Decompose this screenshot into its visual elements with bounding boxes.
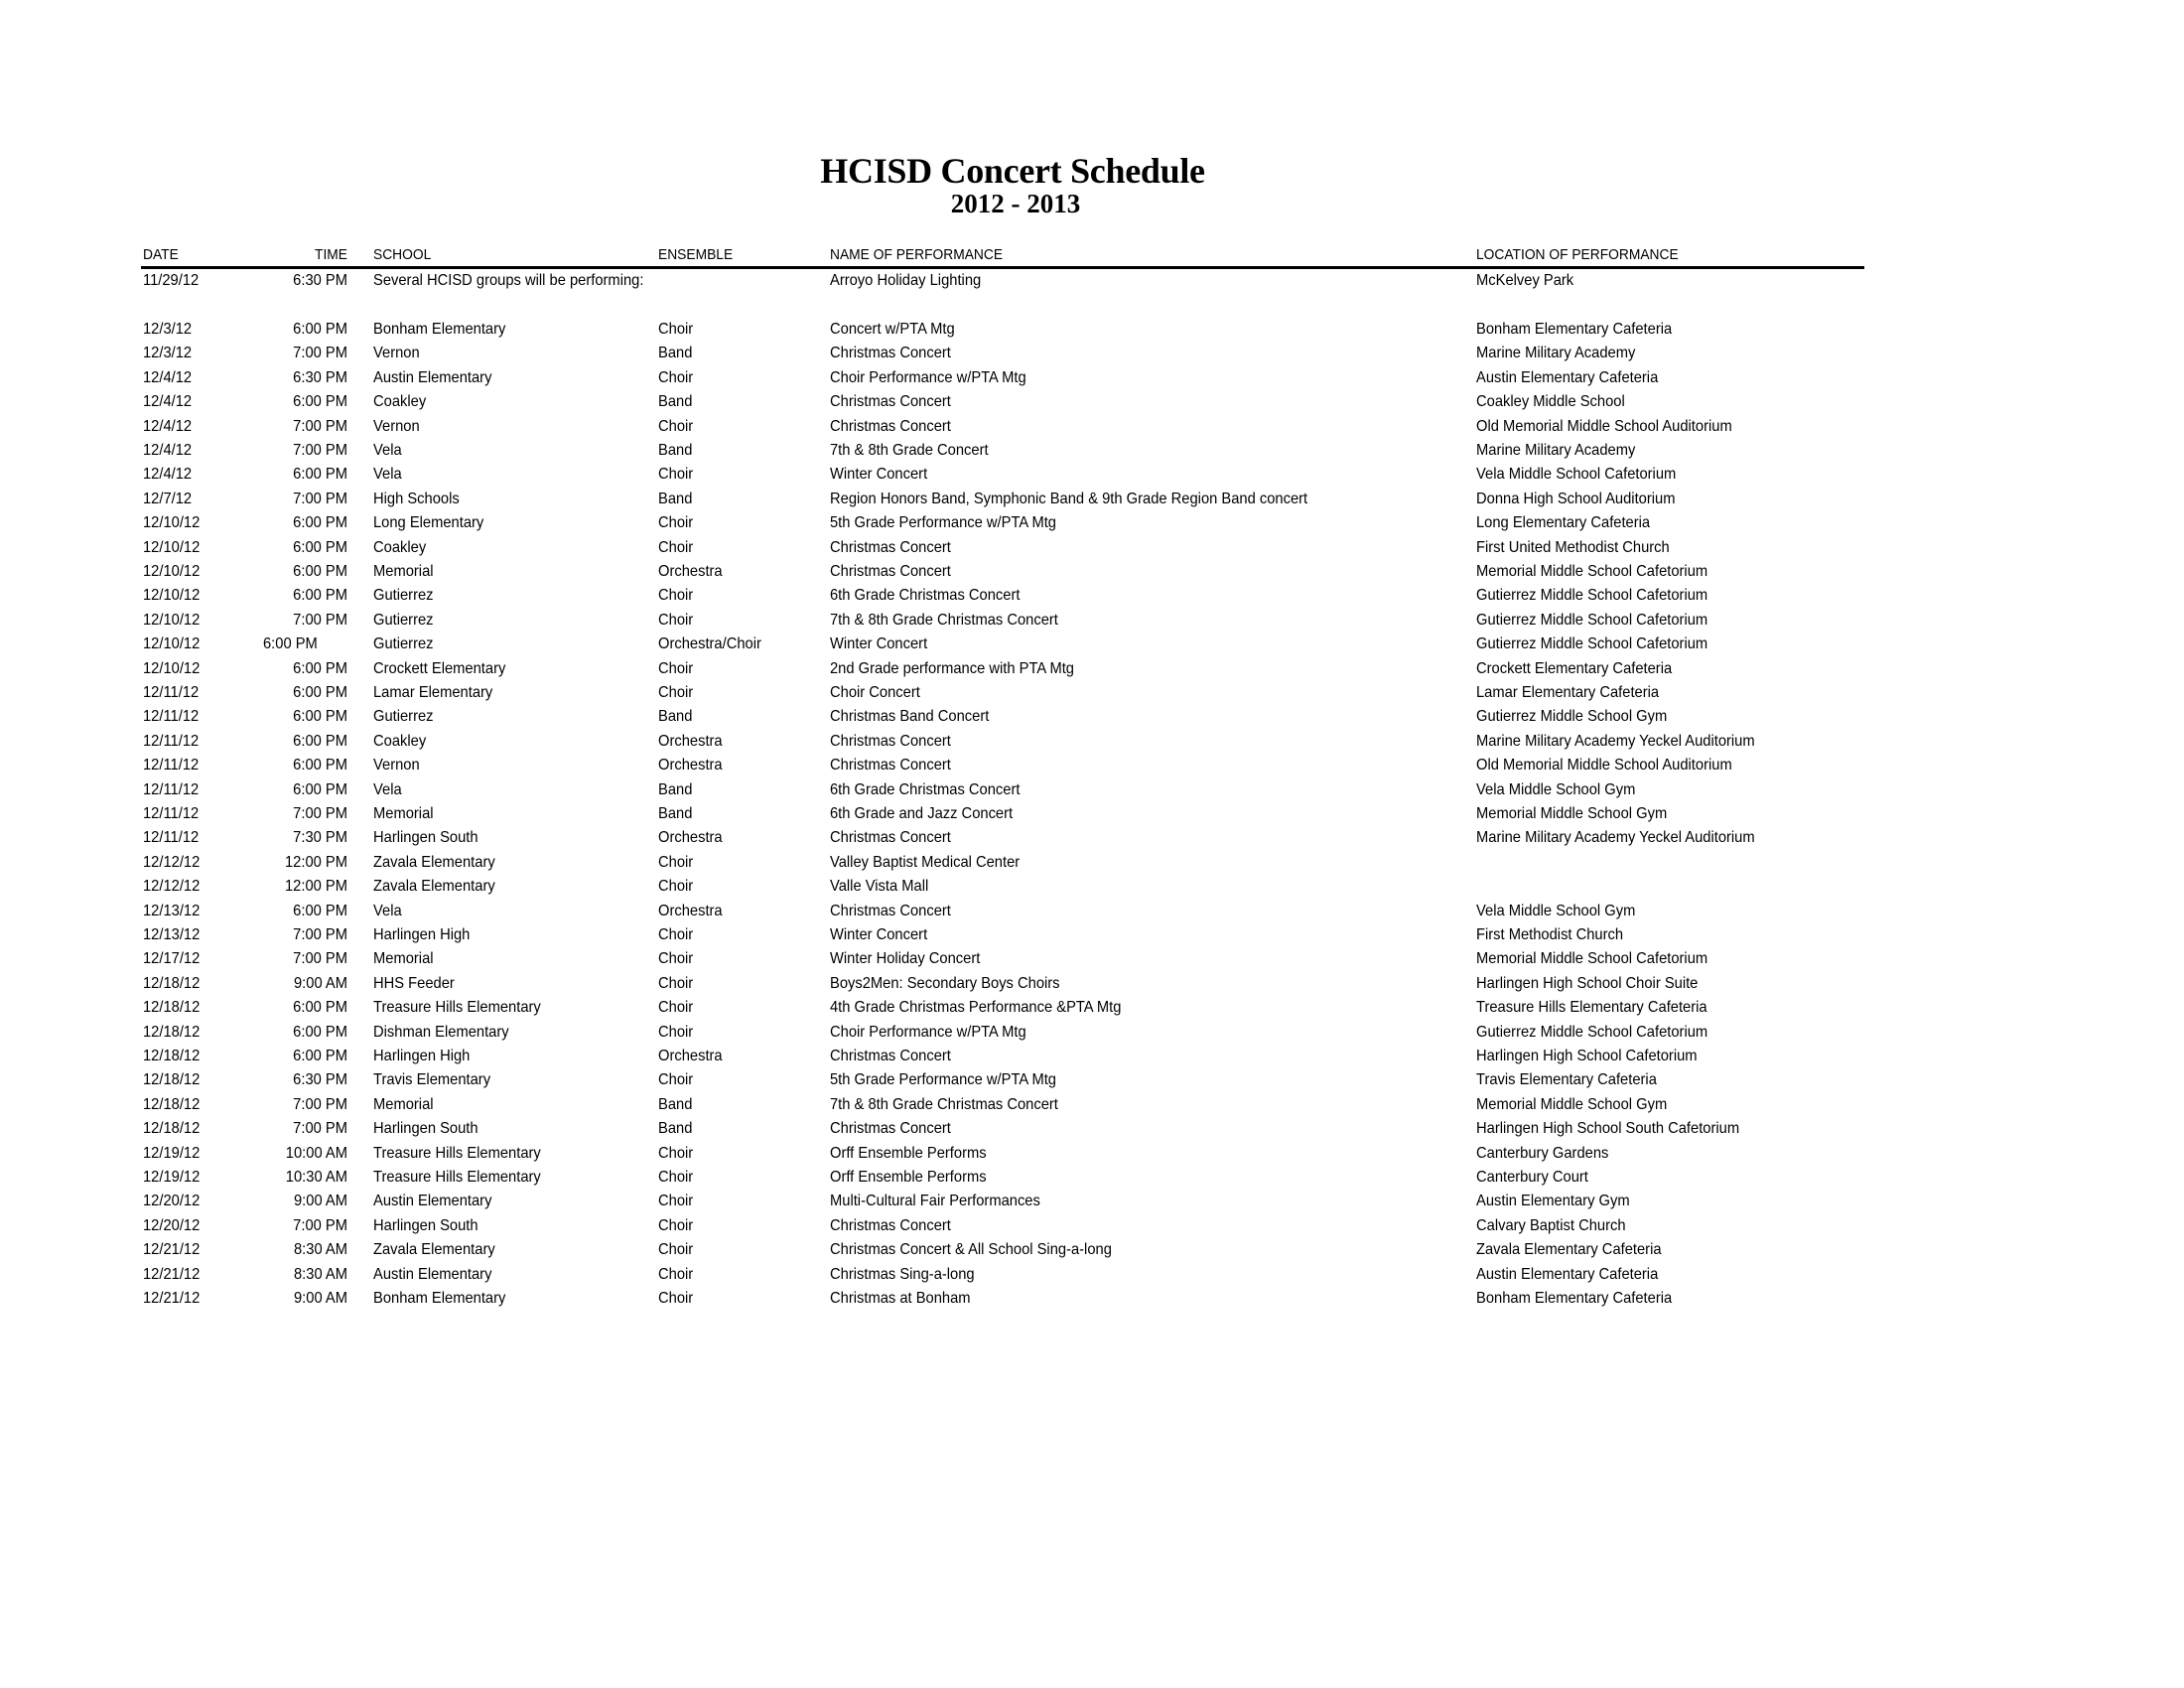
table-row — [0, 900, 2184, 923]
cell-ensemble: Band — [658, 442, 693, 459]
table-row — [0, 1238, 2184, 1262]
cell-performance-name: Boys2Men: Secondary Boys Choirs — [830, 974, 1060, 992]
cell-school: Long Elementary — [373, 514, 484, 532]
cell-time: 8:30 AM — [293, 1241, 347, 1259]
cell-time: 9:00 AM — [293, 974, 347, 992]
cell-date: 12/3/12 — [143, 321, 193, 338]
cell-time: 7:00 PM — [293, 1120, 347, 1138]
cell-location: Austin Elementary Gym — [1476, 1193, 1630, 1210]
cell-ensemble: Choir — [658, 1193, 694, 1210]
column-header-time: TIME — [315, 246, 347, 263]
table-row — [0, 511, 2184, 535]
table-row — [0, 1142, 2184, 1166]
cell-performance-name: Valley Baptist Medical Center — [830, 853, 1021, 871]
cell-performance-name: Christmas at Bonham — [830, 1290, 971, 1307]
cell-location: Gutierrez Middle School Cafetorium — [1476, 587, 1708, 605]
table-row — [0, 1117, 2184, 1141]
cell-ensemble: Choir — [658, 1071, 694, 1089]
cell-date: 12/18/12 — [143, 974, 201, 992]
cell-school: Zavala Elementary — [373, 878, 495, 896]
cell-date: 11/29/12 — [143, 272, 200, 289]
cell-ensemble: Orchestra — [658, 829, 723, 847]
page-subtitle: 2012 - 2013 — [950, 189, 1081, 218]
cell-school: Gutierrez — [373, 635, 434, 653]
cell-time: 6:00 PM — [263, 635, 318, 653]
cell-ensemble: Band — [658, 393, 693, 411]
cell-location: Crockett Elementary Cafeteria — [1476, 659, 1673, 677]
cell-location: Harlingen High School Cafetorium — [1476, 1048, 1698, 1064]
cell-location: Donna High School Auditorium — [1476, 490, 1676, 507]
cell-time: 6:00 PM — [293, 1048, 347, 1064]
cell-date: 12/21/12 — [143, 1265, 201, 1283]
cell-ensemble: Choir — [658, 1216, 694, 1234]
cell-date: 12/12/12 — [143, 853, 201, 871]
cell-location: Austin Elementary Cafeteria — [1476, 1265, 1659, 1283]
cell-ensemble: Choir — [658, 1241, 694, 1259]
table-row — [0, 947, 2184, 971]
table-row — [0, 923, 2184, 947]
table-row — [0, 754, 2184, 777]
cell-date: 12/4/12 — [143, 393, 193, 411]
table-row — [0, 657, 2184, 681]
table-row — [0, 488, 2184, 511]
cell-location: Zavala Elementary Cafeteria — [1476, 1241, 1662, 1259]
cell-location: Memorial Middle School Gym — [1476, 805, 1668, 822]
cell-location: Marine Military Academy — [1476, 442, 1636, 459]
cell-time: 6:00 PM — [293, 732, 347, 750]
cell-date: 12/12/12 — [143, 878, 201, 896]
cell-performance-name: Christmas Concert — [830, 732, 951, 750]
cell-school: Travis Elementary — [373, 1071, 491, 1089]
cell-date: 12/10/12 — [143, 611, 201, 629]
cell-performance-name: Region Honors Band, Symphonic Band & 9th Grade Region Band concert — [830, 490, 1308, 507]
cell-location: Harlingen High School South Cafetorium — [1476, 1120, 1740, 1138]
cell-performance-name: Christmas Concert — [830, 417, 951, 435]
cell-location: Treasure Hills Elementary Cafeteria — [1476, 999, 1707, 1017]
column-header-location: LOCATION OF PERFORMANCE — [1476, 246, 1679, 263]
cell-school: HHS Feeder — [373, 974, 455, 992]
cell-school: Coakley — [373, 732, 427, 750]
cell-date: 12/11/12 — [143, 780, 200, 798]
cell-date: 12/4/12 — [143, 368, 193, 386]
table-row — [0, 875, 2184, 899]
cell-school: Treasure Hills Elementary — [373, 999, 541, 1017]
cell-location: Memorial Middle School Gym — [1476, 1095, 1668, 1113]
cell-date: 12/18/12 — [143, 1048, 201, 1064]
cell-location: Marine Military Academy Yeckel Auditorium — [1476, 732, 1755, 750]
table-row — [0, 536, 2184, 560]
cell-ensemble: Choir — [658, 853, 694, 871]
cell-location: Bonham Elementary Cafeteria — [1476, 1290, 1673, 1307]
cell-performance-name: 4th Grade Christmas Performance &PTA Mtg — [830, 999, 1122, 1017]
cell-performance-name: 6th Grade Christmas Concert — [830, 587, 1021, 605]
cell-school: Austin Elementary — [373, 1193, 492, 1210]
cell-ensemble: Choir — [658, 1169, 694, 1186]
cell-time: 9:00 AM — [293, 1290, 347, 1307]
cell-date: 12/18/12 — [143, 1023, 201, 1041]
cell-ensemble: Choir — [658, 684, 694, 701]
cell-performance-name: 7th & 8th Grade Concert — [830, 442, 989, 459]
cell-school: Bonham Elementary — [373, 1290, 506, 1307]
cell-ensemble: Choir — [658, 321, 694, 338]
table-row — [0, 1045, 2184, 1068]
cell-ensemble: Choir — [658, 368, 694, 386]
cell-ensemble: Choir — [658, 974, 694, 992]
cell-performance-name: Arroyo Holiday Lighting — [830, 272, 982, 289]
cell-time: 6:30 PM — [293, 1071, 347, 1089]
cell-school: Coakley — [373, 393, 427, 411]
cell-time: 6:00 PM — [293, 757, 347, 774]
cell-performance-name: 6th Grade Christmas Concert — [830, 780, 1021, 798]
cell-time: 12:00 PM — [284, 853, 347, 871]
cell-school: Harlingen South — [373, 1120, 478, 1138]
cell-ensemble: Choir — [658, 538, 694, 556]
cell-performance-name: 5th Grade Performance w/PTA Mtg — [830, 1071, 1056, 1089]
table-row — [0, 609, 2184, 633]
cell-ensemble: Choir — [658, 999, 694, 1017]
table-row — [0, 560, 2184, 584]
cell-date: 12/4/12 — [143, 442, 193, 459]
cell-location: Canterbury Gardens — [1476, 1144, 1609, 1162]
table-row — [0, 826, 2184, 850]
cell-school: Vernon — [373, 345, 420, 362]
cell-date: 12/3/12 — [143, 345, 193, 362]
cell-date: 12/11/12 — [143, 708, 200, 726]
cell-time: 6:00 PM — [293, 587, 347, 605]
cell-date: 12/11/12 — [143, 684, 200, 701]
table-row — [0, 366, 2184, 390]
cell-date: 12/20/12 — [143, 1193, 201, 1210]
cell-ensemble: Choir — [658, 926, 694, 943]
cell-ensemble: Choir — [658, 1290, 694, 1307]
cell-date: 12/11/12 — [143, 829, 200, 847]
cell-performance-name: Concert w/PTA Mtg — [830, 321, 955, 338]
cell-school: Austin Elementary — [373, 1265, 492, 1283]
cell-date: 12/21/12 — [143, 1241, 201, 1259]
cell-time: 10:00 AM — [285, 1144, 347, 1162]
cell-school: Austin Elementary — [373, 368, 492, 386]
cell-location: Gutierrez Middle School Gym — [1476, 708, 1668, 726]
cell-ensemble: Band — [658, 490, 693, 507]
cell-location: Old Memorial Middle School Auditorium — [1476, 417, 1732, 435]
cell-performance-name: Choir Concert — [830, 684, 920, 701]
table-row — [0, 463, 2184, 487]
column-header-ensemble: ENSEMBLE — [658, 246, 734, 263]
cell-performance-name: Winter Concert — [830, 926, 928, 943]
column-header-date: DATE — [143, 246, 179, 263]
cell-date: 12/18/12 — [143, 1120, 201, 1138]
cell-ensemble: Orchestra — [658, 757, 723, 774]
cell-performance-name: Christmas Sing-a-long — [830, 1265, 975, 1283]
cell-time: 6:00 PM — [293, 393, 347, 411]
cell-school: Harlingen High — [373, 926, 471, 943]
cell-location: Calvary Baptist Church — [1476, 1216, 1626, 1234]
cell-time: 7:00 PM — [293, 926, 347, 943]
cell-performance-name: Christmas Concert — [830, 757, 951, 774]
cell-school: Harlingen South — [373, 1216, 478, 1234]
cell-location: First Methodist Church — [1476, 926, 1624, 943]
cell-location: Long Elementary Cafeteria — [1476, 514, 1651, 532]
cell-time: 6:00 PM — [293, 999, 347, 1017]
cell-location: Memorial Middle School Cafetorium — [1476, 950, 1708, 968]
cell-location: Gutierrez Middle School Cafetorium — [1476, 1023, 1708, 1041]
cell-ensemble: Choir — [658, 659, 694, 677]
table-row — [0, 1166, 2184, 1190]
cell-time: 6:00 PM — [293, 708, 347, 726]
cell-school: Memorial — [373, 950, 434, 968]
cell-location: Marine Military Academy — [1476, 345, 1636, 362]
cell-date: 12/10/12 — [143, 563, 201, 580]
table-row — [0, 1190, 2184, 1213]
cell-location: Harlingen High School Choir Suite — [1476, 974, 1699, 992]
table-row — [0, 439, 2184, 463]
cell-date: 12/20/12 — [143, 1216, 201, 1234]
cell-ensemble: Orchestra — [658, 732, 723, 750]
table-row — [0, 681, 2184, 705]
cell-date: 12/21/12 — [143, 1290, 201, 1307]
cell-time: 10:30 AM — [285, 1169, 347, 1186]
cell-school: Lamar Elementary — [373, 684, 493, 701]
cell-performance-name: Christmas Band Concert — [830, 708, 990, 726]
cell-time: 6:00 PM — [293, 563, 347, 580]
cell-time: 7:00 PM — [293, 1095, 347, 1113]
cell-date: 12/11/12 — [143, 805, 200, 822]
column-header-school: SCHOOL — [373, 246, 432, 263]
cell-school: Gutierrez — [373, 611, 434, 629]
cell-time: 6:00 PM — [293, 466, 347, 484]
table-row — [0, 705, 2184, 729]
cell-school: Crockett Elementary — [373, 659, 506, 677]
cell-location: Vela Middle School Gym — [1476, 780, 1636, 798]
cell-school: Dishman Elementary — [373, 1023, 509, 1041]
cell-time: 7:00 PM — [293, 950, 347, 968]
cell-time: 6:00 PM — [293, 1023, 347, 1041]
cell-ensemble: Orchestra — [658, 1048, 723, 1064]
cell-location: Bonham Elementary Cafeteria — [1476, 321, 1673, 338]
cell-location: Coakley Middle School — [1476, 393, 1625, 411]
table-row — [0, 1263, 2184, 1287]
cell-time: 7:00 PM — [293, 345, 347, 362]
cell-date: 12/4/12 — [143, 466, 193, 484]
cell-date: 12/10/12 — [143, 635, 201, 653]
cell-date: 12/13/12 — [143, 902, 201, 919]
cell-school: Zavala Elementary — [373, 853, 495, 871]
cell-time: 7:00 PM — [293, 417, 347, 435]
table-row — [0, 1093, 2184, 1117]
cell-ensemble: Band — [658, 1120, 693, 1138]
cell-time: 6:30 PM — [293, 272, 347, 289]
cell-location: Gutierrez Middle School Cafetorium — [1476, 635, 1708, 653]
cell-location: Old Memorial Middle School Auditorium — [1476, 757, 1732, 774]
cell-ensemble: Choir — [658, 1265, 694, 1283]
table-row — [0, 318, 2184, 342]
cell-school: Memorial — [373, 1095, 434, 1113]
cell-ensemble: Choir — [658, 1144, 694, 1162]
cell-school: Vela — [373, 442, 402, 459]
cell-ensemble: Choir — [658, 587, 694, 605]
cell-location: McKelvey Park — [1476, 272, 1574, 289]
cell-time: 6:00 PM — [293, 514, 347, 532]
cell-date: 12/10/12 — [143, 538, 201, 556]
cell-ensemble: Orchestra — [658, 563, 723, 580]
table-row — [0, 851, 2184, 875]
cell-time: 12:00 PM — [284, 878, 347, 896]
table-row — [0, 802, 2184, 826]
table-row — [0, 633, 2184, 656]
cell-ensemble: Band — [658, 1095, 693, 1113]
cell-school: Gutierrez — [373, 587, 434, 605]
cell-date: 12/7/12 — [143, 490, 193, 507]
cell-performance-name: Christmas Concert — [830, 393, 951, 411]
cell-performance-name: Christmas Concert — [830, 538, 951, 556]
table-row — [0, 342, 2184, 365]
cell-ensemble: Band — [658, 708, 693, 726]
table-row — [0, 415, 2184, 439]
cell-performance-name: Valle Vista Mall — [830, 878, 929, 896]
cell-time: 6:00 PM — [293, 659, 347, 677]
cell-time: 6:00 PM — [293, 538, 347, 556]
cell-time: 7:00 PM — [293, 442, 347, 459]
cell-school: Vernon — [373, 417, 420, 435]
cell-school: High Schools — [373, 490, 460, 507]
cell-performance-name: Christmas Concert & All School Sing-a-long — [830, 1241, 1112, 1259]
cell-performance-name: Choir Performance w/PTA Mtg — [830, 1023, 1026, 1041]
cell-ensemble: Band — [658, 345, 693, 362]
cell-time: 9:00 AM — [293, 1193, 347, 1210]
cell-time: 8:30 AM — [293, 1265, 347, 1283]
cell-location: Travis Elementary Cafeteria — [1476, 1071, 1657, 1089]
cell-performance-name: Orff Ensemble Performs — [830, 1169, 987, 1186]
cell-ensemble: Choir — [658, 950, 694, 968]
cell-location: Vela Middle School Cafetorium — [1476, 466, 1677, 484]
cell-performance-name: 7th & 8th Grade Christmas Concert — [830, 611, 1058, 629]
table-row — [0, 390, 2184, 414]
cell-ensemble: Band — [658, 780, 693, 798]
cell-school: Vela — [373, 466, 402, 484]
cell-ensemble: Orchestra — [658, 902, 723, 919]
table-row-intro — [0, 269, 2184, 293]
cell-ensemble: Choir — [658, 1023, 694, 1041]
column-header-performance-name: NAME OF PERFORMANCE — [830, 246, 1004, 263]
cell-date: 12/13/12 — [143, 926, 201, 943]
table-row — [0, 1214, 2184, 1238]
cell-performance-name: Christmas Concert — [830, 1120, 951, 1138]
cell-date: 12/4/12 — [143, 417, 193, 435]
cell-performance-name: Choir Performance w/PTA Mtg — [830, 368, 1026, 386]
cell-performance-name: 2nd Grade performance with PTA Mtg — [830, 659, 1074, 677]
cell-school: Coakley — [373, 538, 427, 556]
cell-date: 12/19/12 — [143, 1144, 201, 1162]
cell-location: Memorial Middle School Cafetorium — [1476, 563, 1708, 580]
cell-date: 12/11/12 — [143, 757, 200, 774]
cell-ensemble: Choir — [658, 611, 694, 629]
cell-ensemble: Choir — [658, 878, 694, 896]
table-row — [0, 996, 2184, 1020]
cell-location: Gutierrez Middle School Cafetorium — [1476, 611, 1708, 629]
cell-performance-name: Christmas Concert — [830, 902, 951, 919]
cell-school: Several HCISD groups will be performing: — [373, 272, 644, 289]
cell-date: 12/10/12 — [143, 659, 201, 677]
cell-location: Marine Military Academy Yeckel Auditorium — [1476, 829, 1755, 847]
cell-performance-name: Orff Ensemble Performs — [830, 1144, 987, 1162]
cell-location: First United Methodist Church — [1476, 538, 1670, 556]
cell-school: Harlingen South — [373, 829, 478, 847]
cell-ensemble: Choir — [658, 466, 694, 484]
cell-performance-name: Winter Concert — [830, 466, 928, 484]
cell-date: 12/10/12 — [143, 587, 201, 605]
cell-performance-name: Christmas Concert — [830, 345, 951, 362]
cell-performance-name: Winter Holiday Concert — [830, 950, 981, 968]
page-title: HCISD Concert Schedule — [820, 151, 1205, 191]
cell-date: 12/19/12 — [143, 1169, 201, 1186]
cell-school: Gutierrez — [373, 708, 434, 726]
cell-school: Memorial — [373, 563, 434, 580]
cell-date: 12/17/12 — [143, 950, 201, 968]
cell-location: Vela Middle School Gym — [1476, 902, 1636, 919]
cell-location: Lamar Elementary Cafeteria — [1476, 684, 1660, 701]
cell-time: 7:00 PM — [293, 611, 347, 629]
cell-time: 6:00 PM — [293, 780, 347, 798]
cell-performance-name: Winter Concert — [830, 635, 928, 653]
table-row — [0, 778, 2184, 802]
table-row — [0, 1068, 2184, 1092]
cell-performance-name: 7th & 8th Grade Christmas Concert — [830, 1095, 1058, 1113]
cell-school: Vela — [373, 780, 402, 798]
cell-location: Austin Elementary Cafeteria — [1476, 368, 1659, 386]
cell-school: Bonham Elementary — [373, 321, 506, 338]
cell-date: 12/18/12 — [143, 1071, 201, 1089]
cell-performance-name: 6th Grade and Jazz Concert — [830, 805, 1014, 822]
table-row — [0, 1021, 2184, 1045]
cell-location: Canterbury Court — [1476, 1169, 1588, 1186]
table-row — [0, 972, 2184, 996]
cell-school: Harlingen High — [373, 1048, 471, 1064]
cell-ensemble: Orchestra/Choir — [658, 635, 761, 653]
cell-performance-name: 5th Grade Performance w/PTA Mtg — [830, 514, 1056, 532]
table-row — [0, 1287, 2184, 1311]
cell-school: Vernon — [373, 757, 420, 774]
cell-date: 12/18/12 — [143, 999, 201, 1017]
table-row — [0, 730, 2184, 754]
cell-performance-name: Multi-Cultural Fair Performances — [830, 1193, 1040, 1210]
cell-ensemble: Choir — [658, 417, 694, 435]
table-row — [0, 584, 2184, 608]
cell-date: 12/10/12 — [143, 514, 201, 532]
cell-ensemble: Band — [658, 805, 693, 822]
cell-time: 6:00 PM — [293, 684, 347, 701]
cell-time: 7:30 PM — [293, 829, 347, 847]
cell-time: 7:00 PM — [293, 490, 347, 507]
cell-performance-name: Christmas Concert — [830, 563, 951, 580]
cell-time: 6:30 PM — [293, 368, 347, 386]
cell-school: Treasure Hills Elementary — [373, 1144, 541, 1162]
cell-time: 6:00 PM — [293, 902, 347, 919]
cell-performance-name: Christmas Concert — [830, 829, 951, 847]
cell-date: 12/18/12 — [143, 1095, 201, 1113]
cell-school: Memorial — [373, 805, 434, 822]
cell-date: 12/11/12 — [143, 732, 200, 750]
cell-time: 7:00 PM — [293, 805, 347, 822]
cell-time: 7:00 PM — [293, 1216, 347, 1234]
cell-performance-name: Christmas Concert — [830, 1048, 951, 1064]
cell-ensemble: Choir — [658, 514, 694, 532]
cell-time: 6:00 PM — [293, 321, 347, 338]
cell-school: Zavala Elementary — [373, 1241, 495, 1259]
cell-school: Vela — [373, 902, 402, 919]
cell-school: Treasure Hills Elementary — [373, 1169, 541, 1186]
cell-performance-name: Christmas Concert — [830, 1216, 951, 1234]
